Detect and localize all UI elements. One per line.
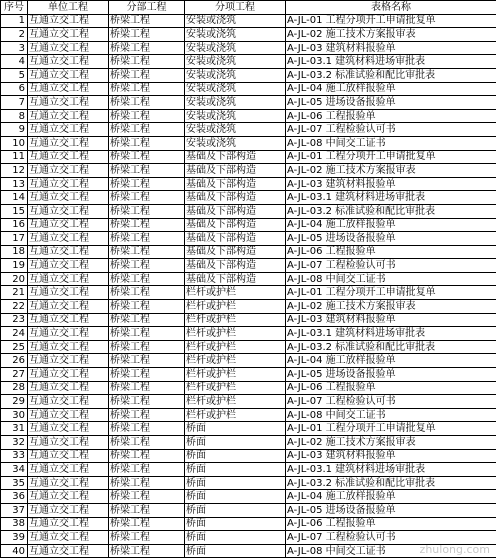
cell-item-project: 安装或浇筑 — [185, 55, 286, 69]
cell-unit-project: 互通立交工程 — [28, 164, 109, 178]
cell-unit-project: 互通立交工程 — [28, 272, 109, 286]
cell-item-project: 栏杆或护栏 — [185, 313, 286, 327]
cell-item-project: 安装或浇筑 — [185, 96, 286, 110]
cell-index: 19 — [1, 259, 28, 273]
cell-index: 22 — [1, 300, 28, 314]
cell-form-name: A-JL-07 工程检验认可书 — [286, 531, 496, 545]
cell-index: 13 — [1, 177, 28, 191]
cell-item-project: 基础及下部构造 — [185, 245, 286, 259]
header-cell-unit-project: 单位工程 — [28, 1, 109, 15]
table-row — [1, 14, 496, 28]
cell-item-project: 基础及下部构造 — [185, 232, 286, 246]
cell-index: 10 — [1, 136, 28, 150]
cell-division-project: 桥梁工程 — [109, 517, 185, 531]
cell-division-project: 桥梁工程 — [109, 327, 185, 341]
cell-unit-project: 互通立交工程 — [28, 109, 109, 123]
cell-form-name: A-JL-06 工程报验单 — [286, 245, 496, 259]
cell-item-project: 安装或浇筑 — [185, 136, 286, 150]
cell-index: 6 — [1, 82, 28, 96]
cell-form-name: A-JL-02 施工技术方案报审表 — [286, 164, 496, 178]
table-row — [1, 422, 496, 436]
table-row — [1, 340, 496, 354]
cell-unit-project: 互通立交工程 — [28, 150, 109, 164]
cell-division-project: 桥梁工程 — [109, 82, 185, 96]
table-row — [1, 300, 496, 314]
table-row — [1, 136, 496, 150]
cell-form-name: A-JL-08 中间交工证书 — [286, 136, 496, 150]
table-row — [1, 395, 496, 409]
cell-index: 25 — [1, 340, 28, 354]
cell-division-project: 桥梁工程 — [109, 177, 185, 191]
cell-index: 23 — [1, 313, 28, 327]
cell-index: 37 — [1, 503, 28, 517]
cell-division-project: 桥梁工程 — [109, 503, 185, 517]
cell-index: 36 — [1, 490, 28, 504]
cell-division-project: 桥梁工程 — [109, 150, 185, 164]
cell-form-name: A-JL-08 中间交工证书 — [286, 544, 496, 558]
cell-unit-project: 互通立交工程 — [28, 354, 109, 368]
cell-division-project: 桥梁工程 — [109, 490, 185, 504]
table-row — [1, 436, 496, 450]
cell-item-project: 桥面 — [185, 476, 286, 490]
cell-index: 27 — [1, 368, 28, 382]
cell-index: 31 — [1, 422, 28, 436]
cell-unit-project: 互通立交工程 — [28, 55, 109, 69]
cell-unit-project: 互通立交工程 — [28, 517, 109, 531]
cell-item-project: 栏杆或护栏 — [185, 381, 286, 395]
cell-unit-project: 互通立交工程 — [28, 68, 109, 82]
cell-division-project: 桥梁工程 — [109, 14, 185, 28]
cell-index: 7 — [1, 96, 28, 110]
cell-index: 9 — [1, 123, 28, 137]
cell-division-project: 桥梁工程 — [109, 232, 185, 246]
cell-item-project: 桥面 — [185, 544, 286, 558]
cell-division-project: 桥梁工程 — [109, 395, 185, 409]
cell-form-name: A-JL-06 工程报验单 — [286, 381, 496, 395]
cell-unit-project: 互通立交工程 — [28, 28, 109, 42]
cell-index: 28 — [1, 381, 28, 395]
cell-item-project: 基础及下部构造 — [185, 259, 286, 273]
cell-item-project: 桥面 — [185, 449, 286, 463]
table-row — [1, 68, 496, 82]
cell-form-name: A-JL-03 建筑材料报验单 — [286, 41, 496, 55]
table-row — [1, 218, 496, 232]
cell-unit-project: 互通立交工程 — [28, 463, 109, 477]
cell-division-project: 桥梁工程 — [109, 245, 185, 259]
cell-item-project: 安装或浇筑 — [185, 68, 286, 82]
cell-form-name: A-JL-01 工程分项开工申请批复单 — [286, 286, 496, 300]
table-row — [1, 41, 496, 55]
cell-form-name: A-JL-01 工程分项开工申请批复单 — [286, 150, 496, 164]
cell-unit-project: 互通立交工程 — [28, 340, 109, 354]
table-row — [1, 28, 496, 42]
cell-unit-project: 互通立交工程 — [28, 14, 109, 28]
cell-index: 11 — [1, 150, 28, 164]
cell-unit-project: 互通立交工程 — [28, 123, 109, 137]
cell-item-project: 安装或浇筑 — [185, 41, 286, 55]
cell-index: 35 — [1, 476, 28, 490]
cell-unit-project: 互通立交工程 — [28, 204, 109, 218]
cell-item-project: 安装或浇筑 — [185, 109, 286, 123]
cell-division-project: 桥梁工程 — [109, 272, 185, 286]
cell-index: 21 — [1, 286, 28, 300]
cell-index: 8 — [1, 109, 28, 123]
table-row — [1, 490, 496, 504]
cell-index: 26 — [1, 354, 28, 368]
cell-division-project: 桥梁工程 — [109, 259, 185, 273]
cell-form-name: A-JL-07 工程检验认可书 — [286, 259, 496, 273]
cell-division-project: 桥梁工程 — [109, 55, 185, 69]
cell-unit-project: 互通立交工程 — [28, 41, 109, 55]
cell-unit-project: 互通立交工程 — [28, 232, 109, 246]
cell-division-project: 桥梁工程 — [109, 41, 185, 55]
cell-item-project: 栏杆或护栏 — [185, 286, 286, 300]
cell-unit-project: 互通立交工程 — [28, 177, 109, 191]
cell-unit-project: 互通立交工程 — [28, 544, 109, 558]
cell-form-name: A-JL-08 中间交工证书 — [286, 272, 496, 286]
table-row — [1, 368, 496, 382]
cell-form-name: A-JL-04 施工放样报验单 — [286, 218, 496, 232]
cell-unit-project: 互通立交工程 — [28, 476, 109, 490]
cell-unit-project: 互通立交工程 — [28, 136, 109, 150]
cell-item-project: 基础及下部构造 — [185, 177, 286, 191]
cell-division-project: 桥梁工程 — [109, 381, 185, 395]
table-row — [1, 245, 496, 259]
cell-item-project: 桥面 — [185, 490, 286, 504]
cell-unit-project: 互通立交工程 — [28, 531, 109, 545]
cell-division-project: 桥梁工程 — [109, 96, 185, 110]
cell-division-project: 桥梁工程 — [109, 28, 185, 42]
cell-unit-project: 互通立交工程 — [28, 422, 109, 436]
cell-index: 17 — [1, 232, 28, 246]
table-row — [1, 150, 496, 164]
cell-form-name: A-JL-03 建筑材料报验单 — [286, 449, 496, 463]
cell-form-name: A-JL-03.2 标准试验和配比审批表 — [286, 68, 496, 82]
cell-unit-project: 互通立交工程 — [28, 191, 109, 205]
cell-index: 33 — [1, 449, 28, 463]
cell-division-project: 桥梁工程 — [109, 300, 185, 314]
cell-form-name: A-JL-03.1 建筑材料进场审批表 — [286, 55, 496, 69]
cell-form-name: A-JL-03.1 建筑材料进场审批表 — [286, 191, 496, 205]
cell-item-project: 栏杆或护栏 — [185, 327, 286, 341]
cell-form-name: A-JL-05 进场设备报验单 — [286, 368, 496, 382]
table-row — [1, 109, 496, 123]
cell-form-name: A-JL-04 施工放样报验单 — [286, 82, 496, 96]
cell-index: 32 — [1, 436, 28, 450]
cell-index: 18 — [1, 245, 28, 259]
cell-division-project: 桥梁工程 — [109, 436, 185, 450]
cell-index: 4 — [1, 55, 28, 69]
table-row — [1, 381, 496, 395]
table-row — [1, 544, 496, 558]
cell-unit-project: 互通立交工程 — [28, 286, 109, 300]
cell-item-project: 桥面 — [185, 422, 286, 436]
cell-division-project: 桥梁工程 — [109, 422, 185, 436]
cell-unit-project: 互通立交工程 — [28, 96, 109, 110]
cell-unit-project: 互通立交工程 — [28, 381, 109, 395]
cell-index: 15 — [1, 204, 28, 218]
table-row — [1, 408, 496, 422]
header-cell-division-project: 分部工程 — [109, 1, 185, 15]
cell-item-project: 桥面 — [185, 517, 286, 531]
cell-item-project: 栏杆或护栏 — [185, 368, 286, 382]
cell-division-project: 桥梁工程 — [109, 123, 185, 137]
table-row — [1, 327, 496, 341]
cell-division-project: 桥梁工程 — [109, 354, 185, 368]
cell-form-name: A-JL-03.2 标准试验和配比审批表 — [286, 204, 496, 218]
table-row — [1, 286, 496, 300]
cell-index: 1 — [1, 14, 28, 28]
table-body — [1, 14, 496, 558]
table-row — [1, 232, 496, 246]
cell-form-name: A-JL-02 施工技术方案报审表 — [286, 436, 496, 450]
header-cell-item-project: 分项工程 — [185, 1, 286, 15]
cell-division-project: 桥梁工程 — [109, 191, 185, 205]
table-row — [1, 123, 496, 137]
cell-item-project: 安装或浇筑 — [185, 14, 286, 28]
cell-item-project: 安装或浇筑 — [185, 123, 286, 137]
cell-index: 12 — [1, 164, 28, 178]
cell-form-name: A-JL-03 建筑材料报验单 — [286, 177, 496, 191]
cell-division-project: 桥梁工程 — [109, 218, 185, 232]
cell-unit-project: 互通立交工程 — [28, 300, 109, 314]
cell-index: 16 — [1, 218, 28, 232]
table-row — [1, 259, 496, 273]
cell-division-project: 桥梁工程 — [109, 164, 185, 178]
cell-form-name: A-JL-03 建筑材料报验单 — [286, 313, 496, 327]
table-row — [1, 96, 496, 110]
table-row — [1, 272, 496, 286]
cell-unit-project: 互通立交工程 — [28, 245, 109, 259]
cell-item-project: 栏杆或护栏 — [185, 408, 286, 422]
cell-index: 34 — [1, 463, 28, 477]
cell-item-project: 桥面 — [185, 531, 286, 545]
table-row — [1, 503, 496, 517]
cell-index: 5 — [1, 68, 28, 82]
cell-index: 39 — [1, 531, 28, 545]
table-row — [1, 55, 496, 69]
table-row — [1, 82, 496, 96]
cell-form-name: A-JL-06 工程报验单 — [286, 109, 496, 123]
cell-item-project: 栏杆或护栏 — [185, 340, 286, 354]
cell-unit-project: 互通立交工程 — [28, 395, 109, 409]
cell-unit-project: 互通立交工程 — [28, 408, 109, 422]
cell-form-name: A-JL-08 中间交工证书 — [286, 408, 496, 422]
cell-division-project: 桥梁工程 — [109, 136, 185, 150]
cell-index: 2 — [1, 28, 28, 42]
cell-form-name: A-JL-02 施工技术方案报审表 — [286, 28, 496, 42]
cell-index: 24 — [1, 327, 28, 341]
cell-division-project: 桥梁工程 — [109, 68, 185, 82]
table-row — [1, 463, 496, 477]
cell-index: 3 — [1, 41, 28, 55]
header-cell-index: 序号 — [1, 1, 28, 15]
cell-form-name: A-JL-03.2 标准试验和配比审批表 — [286, 340, 496, 354]
cell-unit-project: 互通立交工程 — [28, 82, 109, 96]
cell-unit-project: 互通立交工程 — [28, 503, 109, 517]
cell-item-project: 安装或浇筑 — [185, 28, 286, 42]
cell-division-project: 桥梁工程 — [109, 204, 185, 218]
table-row — [1, 177, 496, 191]
cell-index: 30 — [1, 408, 28, 422]
header-cell-form-name: 表格名称 — [286, 1, 496, 15]
cell-unit-project: 互通立交工程 — [28, 259, 109, 273]
cell-item-project: 基础及下部构造 — [185, 164, 286, 178]
table-row — [1, 517, 496, 531]
cell-item-project: 栏杆或护栏 — [185, 395, 286, 409]
cell-division-project: 桥梁工程 — [109, 340, 185, 354]
cell-unit-project: 互通立交工程 — [28, 327, 109, 341]
cell-form-name: A-JL-04 施工放样报验单 — [286, 354, 496, 368]
cell-form-name: A-JL-02 施工技术方案报审表 — [286, 300, 496, 314]
cell-division-project: 桥梁工程 — [109, 463, 185, 477]
watermark: zhulong.com — [419, 543, 490, 556]
cell-item-project: 桥面 — [185, 463, 286, 477]
cell-unit-project: 互通立交工程 — [28, 218, 109, 232]
table-row — [1, 164, 496, 178]
cell-division-project: 桥梁工程 — [109, 544, 185, 558]
cell-form-name: A-JL-05 进场设备报验单 — [286, 96, 496, 110]
cell-form-name: A-JL-05 进场设备报验单 — [286, 232, 496, 246]
cell-item-project: 安装或浇筑 — [185, 82, 286, 96]
cell-index: 38 — [1, 517, 28, 531]
cell-index: 40 — [1, 544, 28, 558]
table-row — [1, 191, 496, 205]
cell-index: 29 — [1, 395, 28, 409]
cell-division-project: 桥梁工程 — [109, 449, 185, 463]
cell-item-project: 基础及下部构造 — [185, 191, 286, 205]
table-row — [1, 204, 496, 218]
cell-form-name: A-JL-05 进场设备报验单 — [286, 503, 496, 517]
table-row — [1, 476, 496, 490]
cell-item-project: 桥面 — [185, 503, 286, 517]
cell-division-project: 桥梁工程 — [109, 531, 185, 545]
table-row — [1, 354, 496, 368]
cell-form-name: A-JL-03.1 建筑材料进场审批表 — [286, 327, 496, 341]
cell-unit-project: 互通立交工程 — [28, 368, 109, 382]
cell-division-project: 桥梁工程 — [109, 408, 185, 422]
cell-index: 20 — [1, 272, 28, 286]
cell-unit-project: 互通立交工程 — [28, 436, 109, 450]
cell-form-name: A-JL-06 工程报验单 — [286, 517, 496, 531]
cell-division-project: 桥梁工程 — [109, 286, 185, 300]
table-row — [1, 449, 496, 463]
cell-item-project: 栏杆或护栏 — [185, 300, 286, 314]
cell-unit-project: 互通立交工程 — [28, 490, 109, 504]
cell-division-project: 桥梁工程 — [109, 476, 185, 490]
cell-form-name: A-JL-03.1 建筑材料进场审批表 — [286, 463, 496, 477]
cell-item-project: 基础及下部构造 — [185, 218, 286, 232]
cell-item-project: 桥面 — [185, 436, 286, 450]
cell-division-project: 桥梁工程 — [109, 109, 185, 123]
cell-division-project: 桥梁工程 — [109, 313, 185, 327]
cell-item-project: 基础及下部构造 — [185, 272, 286, 286]
cell-index: 14 — [1, 191, 28, 205]
cell-unit-project: 互通立交工程 — [28, 449, 109, 463]
header-row — [1, 1, 496, 15]
cell-division-project: 桥梁工程 — [109, 368, 185, 382]
cell-form-name: A-JL-01 工程分项开工申请批复单 — [286, 14, 496, 28]
cell-form-name: A-JL-07 工程检验认可书 — [286, 395, 496, 409]
cell-unit-project: 互通立交工程 — [28, 313, 109, 327]
cell-item-project: 栏杆或护栏 — [185, 354, 286, 368]
cell-form-name: A-JL-03.2 标准试验和配比审批表 — [286, 476, 496, 490]
cell-item-project: 基础及下部构造 — [185, 150, 286, 164]
table-row — [1, 531, 496, 545]
cell-form-name: A-JL-01 工程分项开工申请批复单 — [286, 422, 496, 436]
cell-item-project: 基础及下部构造 — [185, 204, 286, 218]
table-row — [1, 313, 496, 327]
cell-form-name: A-JL-04 施工放样报验单 — [286, 490, 496, 504]
cell-form-name: A-JL-07 工程检验认可书 — [286, 123, 496, 137]
